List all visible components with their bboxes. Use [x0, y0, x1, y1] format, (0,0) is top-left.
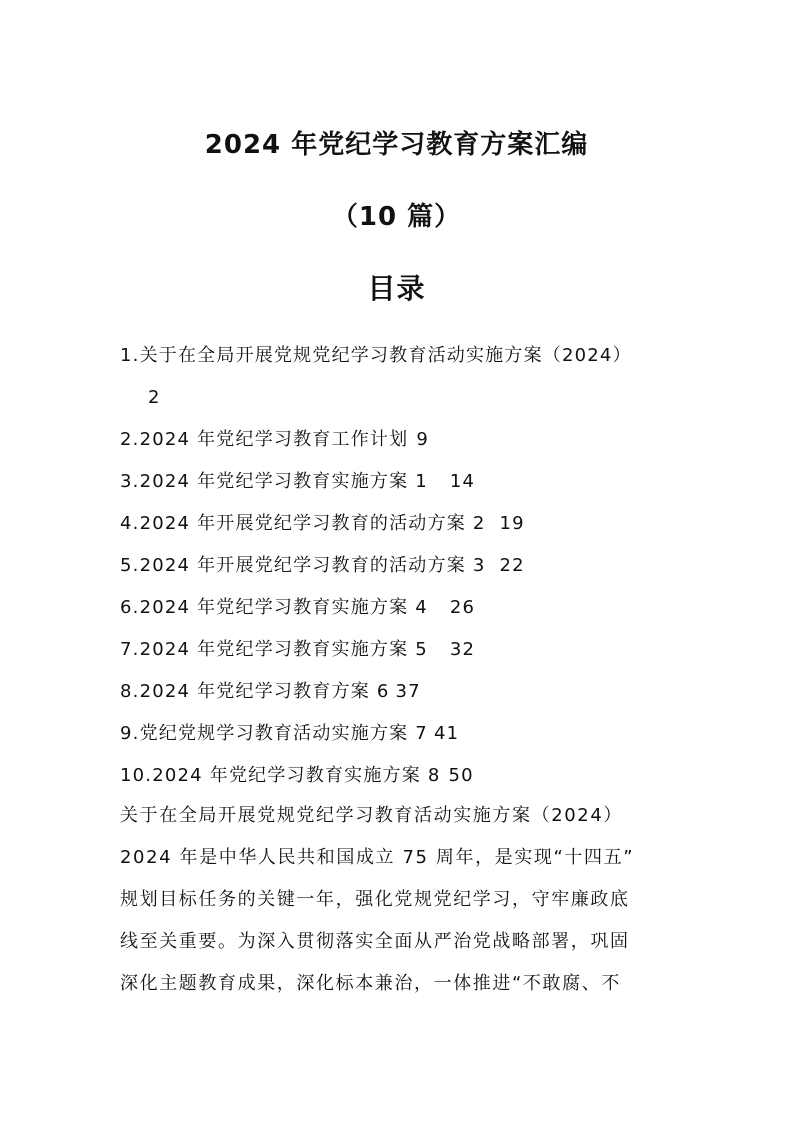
- toc-entry[interactable]: [120, 594, 475, 622]
- toc-entry-text: 3.2024 年党纪学习教育实施方案 1: [120, 471, 428, 492]
- document-title: 2024 年党纪学习教育方案汇编: [204, 130, 589, 160]
- toc-entry[interactable]: [120, 342, 632, 370]
- toc-entry-page: 32: [449, 639, 476, 660]
- toc-heading: 目录: [367, 272, 426, 305]
- toc-entry[interactable]: [120, 510, 525, 538]
- toc-entry-page: 22: [499, 555, 525, 576]
- toc-entry[interactable]: [120, 468, 475, 496]
- toc-entry-text: 6.2024 年党纪学习教育实施方案 4: [120, 597, 428, 618]
- toc-entry-text: 9.党纪党规学习教育活动实施方案 7: [120, 723, 428, 744]
- toc-entry[interactable]: [120, 552, 525, 580]
- toc-entry-text: 2.2024 年党纪学习教育工作计划: [120, 429, 409, 450]
- body-paragraph-line: 2024 年是中华人民共和国成立 75 周年，是实现“十四五”: [120, 847, 635, 868]
- document-subtitle: （10 篇）: [331, 202, 462, 232]
- body-paragraph-line: 线至关重要。为深入贯彻落实全面从严治党战略部署，巩固: [120, 931, 630, 952]
- toc-entry-text: 4.2024 年开展党纪学习教育的活动方案 2: [120, 513, 486, 534]
- toc-entry[interactable]: [120, 720, 459, 748]
- toc-entry-text: 1.关于在全局开展党规党纪学习教育活动实施方案（2024）: [120, 345, 632, 366]
- toc-entry-text: 7.2024 年党纪学习教育实施方案 5: [120, 639, 428, 660]
- toc-entry-page: 41: [433, 723, 460, 744]
- toc-entry[interactable]: [120, 762, 474, 790]
- section-heading: 关于在全局开展党规党纪学习教育活动实施方案（2024）: [120, 805, 624, 826]
- toc-entry-text: 5.2024 年开展党纪学习教育的活动方案 3: [120, 555, 486, 576]
- toc-entry-page: 14: [449, 471, 476, 492]
- toc-entry-page: 50: [448, 765, 474, 786]
- toc-entry-page: 19: [499, 513, 525, 534]
- toc-entry-page: 26: [449, 597, 476, 618]
- toc-entry[interactable]: [120, 426, 429, 454]
- toc-entry[interactable]: [120, 678, 421, 706]
- toc-entry-text: 10.2024 年党纪学习教育实施方案 8: [120, 765, 441, 786]
- toc-entry[interactable]: [120, 636, 475, 664]
- toc-entry-text: 8.2024 年党纪学习教育方案 6: [120, 681, 390, 702]
- body-paragraph-line: 规划目标任务的关键一年，强化党规党纪学习，守牢廉政底: [120, 889, 630, 910]
- toc-entry-page: 37: [395, 681, 421, 702]
- body-paragraph-line: 深化主题教育成果，深化标本兼治，一体推进“不敢腐、不: [120, 973, 621, 994]
- toc-entry-page: 9: [416, 429, 429, 450]
- toc-entry-page: 2: [148, 387, 161, 408]
